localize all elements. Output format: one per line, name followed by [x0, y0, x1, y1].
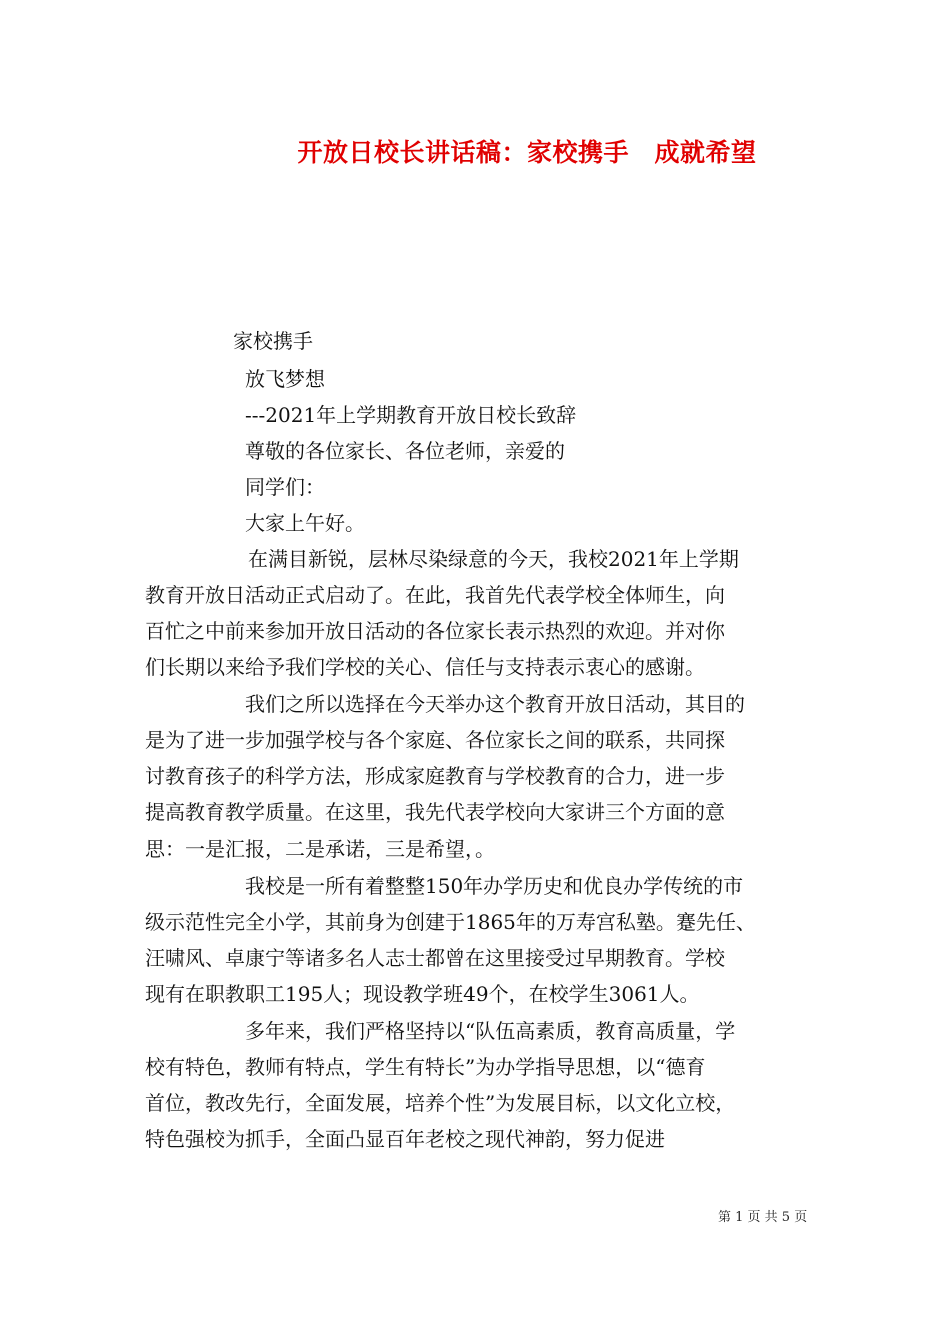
header-line: ---2021年上学期教育开放日校长致辞 [245, 403, 577, 427]
paragraph-line: 提高教育教学质量。在这里，我先代表学校向大家讲三个方面的意 [145, 800, 725, 824]
paragraph-line: 讨教育孩子的科学方法，形成家庭教育与学校教育的合力，进一步 [145, 764, 725, 788]
paragraph-line: 我们之所以选择在今天举办这个教育开放日活动，其目的 [245, 692, 745, 716]
paragraph-line: 我校是一所有着整整150年办学历史和优良办学传统的市 [245, 874, 744, 898]
paragraph-line: 汪啸风、卓康宁等诸多名人志士都曾在这里接受过早期教育。学校 [145, 946, 725, 970]
paragraph-line: 在满目新锐，层林尽染绿意的今天，我校2021年上学期 [248, 547, 739, 571]
salutation-line: 尊敬的各位家长、各位老师，亲爱的 [245, 439, 565, 463]
paragraph-line: 现有在职教职工195人；现设教学班49个，在校学生3061人。 [145, 982, 700, 1006]
greeting-line: 大家上午好。 [245, 511, 365, 535]
paragraph-line: 级示范性完全小学，其前身为创建于1865年的万寿宫私塾。蹇先任、 [145, 910, 756, 934]
salutation-line: 同学们： [245, 475, 325, 499]
page-indicator: 第 1 页 共 5 页 [718, 1210, 808, 1225]
paragraph-line: 特色强校为抓手，全面凸显百年老校之现代神韵，努力促进 [145, 1127, 665, 1151]
header-line: 放飞梦想 [245, 367, 325, 391]
paragraph-line: 教育开放日活动正式启动了。在此，我首先代表学校全体师生，向 [145, 583, 725, 607]
paragraph-line: 多年来，我们严格坚持以“队伍高素质，教育高质量，学 [245, 1019, 736, 1043]
paragraph-line: 百忙之中前来参加开放日活动的各位家长表示热烈的欢迎。并对你 [145, 619, 725, 643]
header-line: 家校携手 [233, 329, 313, 353]
paragraph-line: 们长期以来给予我们学校的关心、信任与支持表示衷心的感谢。 [145, 655, 705, 679]
paragraph-line: 思：一是汇报，二是承诺，三是希望，。 [145, 837, 495, 861]
paragraph-line: 首位，教改先行，全面发展，培养个性”为发展目标，以文化立校， [145, 1091, 736, 1115]
paragraph-line: 是为了进一步加强学校与各个家庭、各位家长之间的联系，共同探 [145, 728, 725, 752]
paragraph-line: 校有特色，教师有特点，学生有特长”为办学指导思想，以“德育 [145, 1055, 706, 1079]
document-title: 开放日校长讲话稿：家校携手 成就希望 [297, 138, 757, 167]
